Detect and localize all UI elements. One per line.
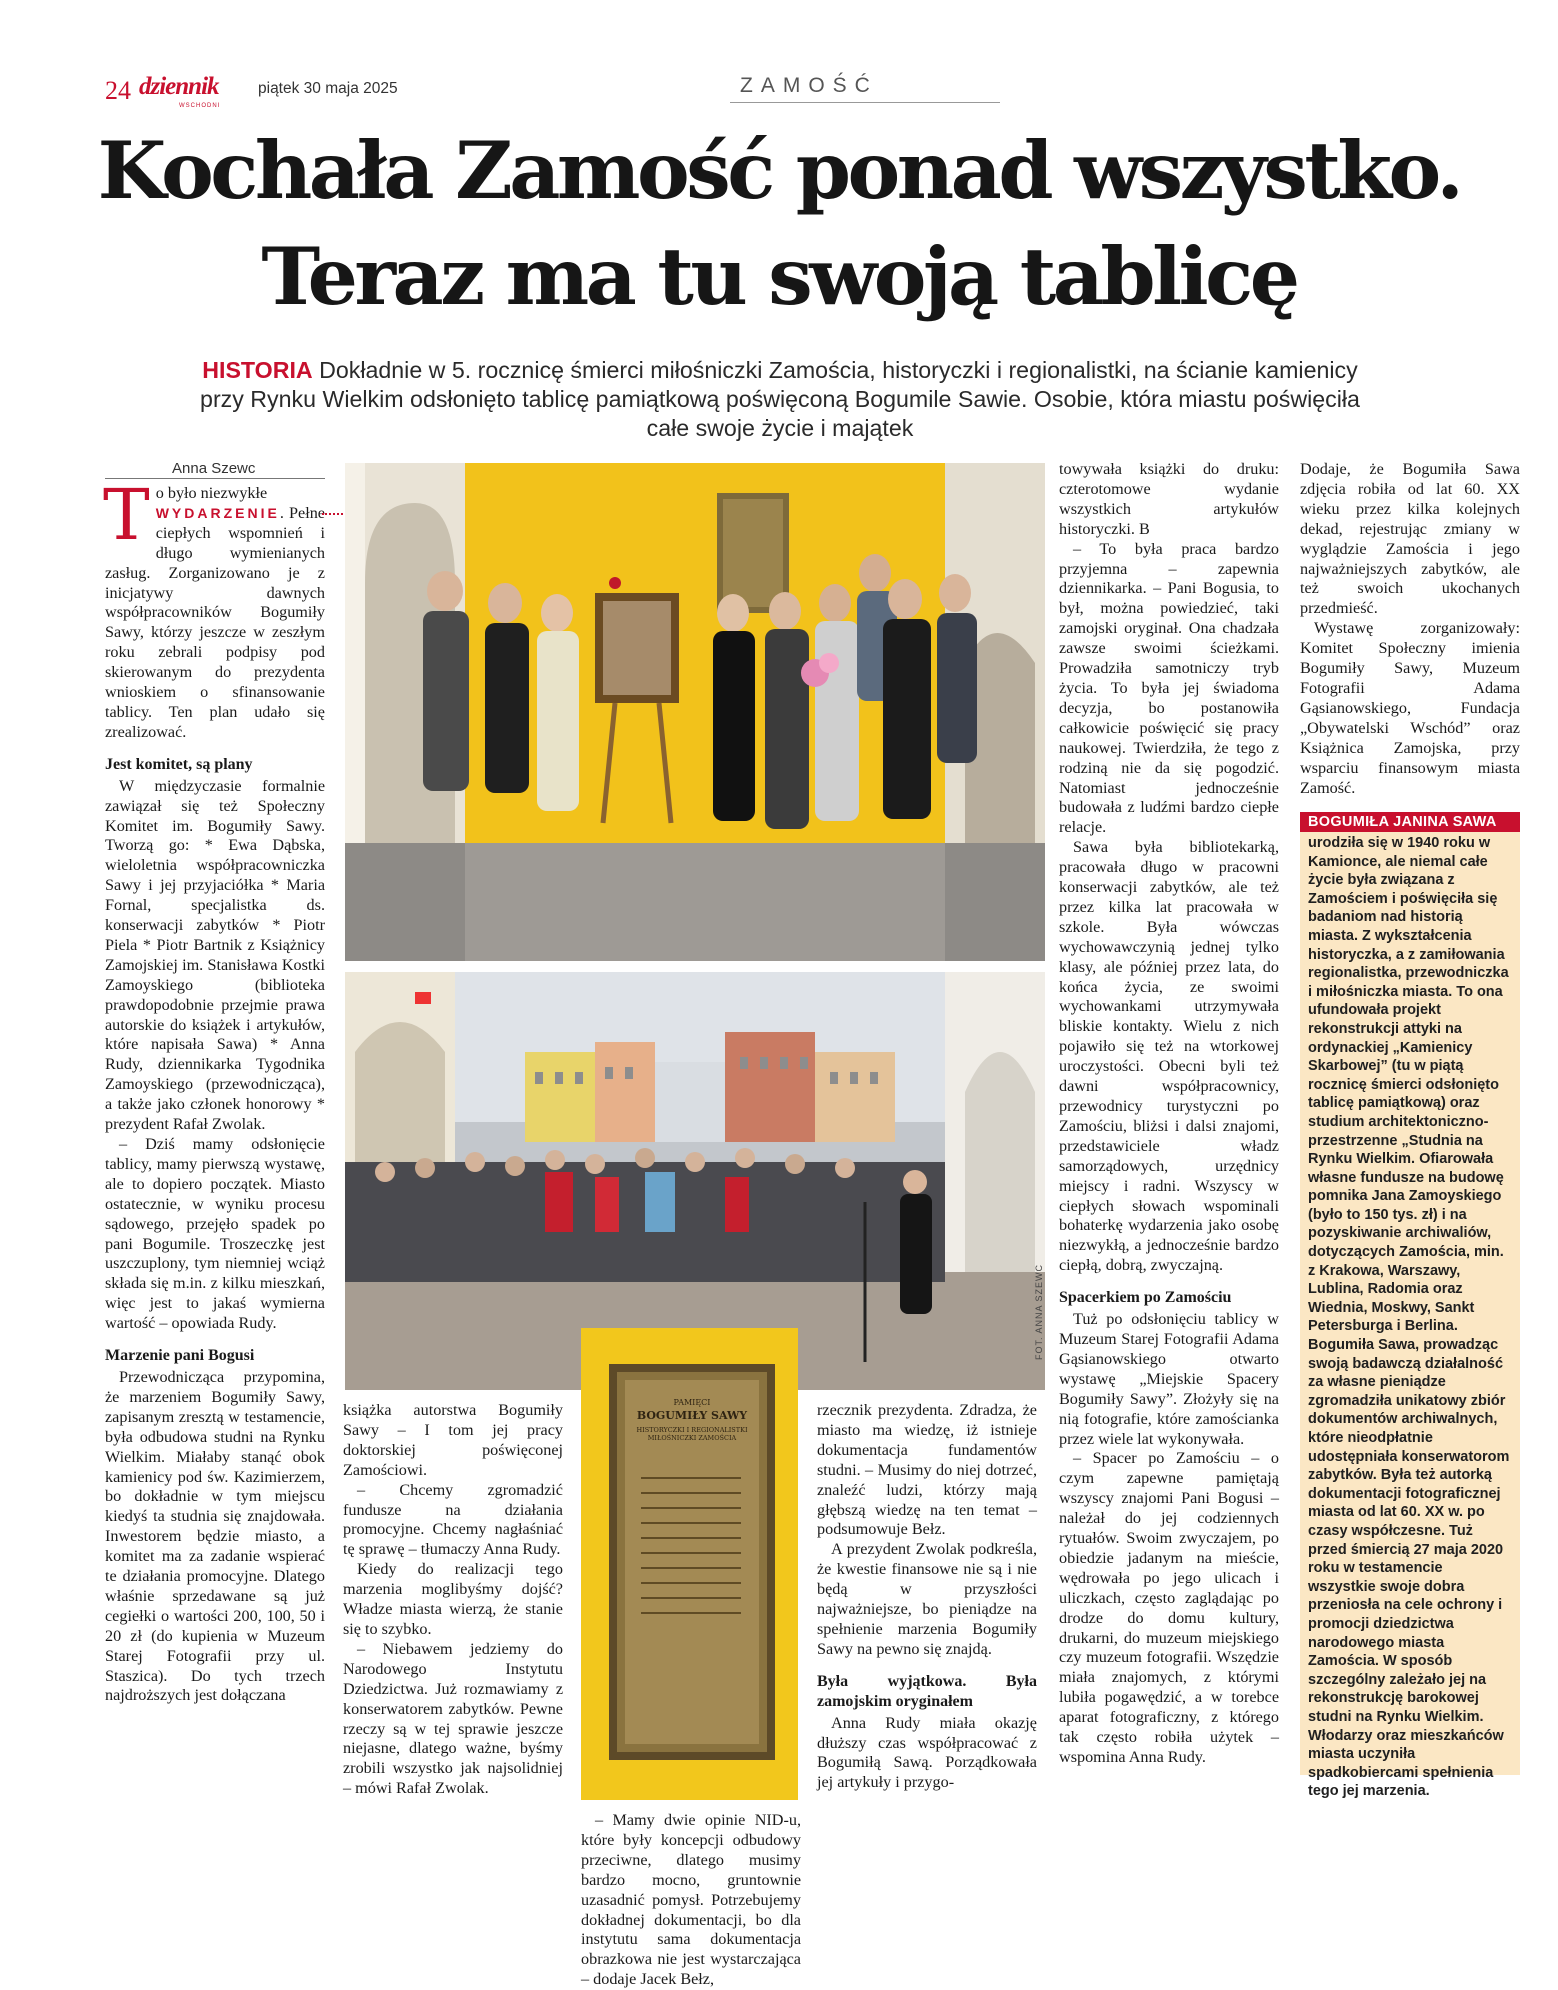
article-column-2: książka autorstwa Bogumiły Sawy – I tom jej pracy doktorskiej poświęconej Zamościowi. – Chcemy zgromadzić fundusze na działania promocyjne. Chcemy nagłaśniać tę sprawę – tłumaczy Anna Rudy. Kiedy do realizacji tego marzenia moglibyśmy dojść? Władze miasta wierzą, że stanie się to szybko. – Niebawem jedziemy do Narodowego Instytutu Dziedzictwa. Już rozmawiamy z konserwatorem zabytków. Pewne rzeczy są w tej sprawie jeszcze niejasne, dlatego ważne, byśmy zrobili wszystko jak najsolidniej – mówi Rafał Zwolak. bbox=[343, 1401, 563, 1798]
header-rule bbox=[730, 102, 1000, 103]
section-name: ZAMOŚĆ bbox=[740, 74, 878, 97]
page-header bbox=[105, 73, 1525, 109]
photo-plaque bbox=[581, 1328, 798, 1800]
article-column-5: towywała książki do druku: czterotomowe wydanie wszystkich artykułów historyczki. B – To była praca bardzo przyjemna – zapewnia dziennikarka. – Pani Bogusia, to był, można powiedzieć, taki zamojski oryginał. Ona chadzała zawsze swoimi ścieżkami. Prowadziła samotniczy tryb życia. To była jej świadoma decyzja, bo postanowiła całkowicie poświęcić się pracy naukowej. Twierdziła, że tego z rodziną nie da się pogodzić. Natomiast jednocześnie budowała z ludźmi bardzo ciepłe relacje. Sawa była bibliotekarką, pracowała długo w pracowni konserwacji zabytków, ale też przez kilka lat pracowała w szkole. Była wówczas wychowawczynią jednej tylko klasy, ale później przez lata, do końca życia, ze swoimi wychowankami utrzymywała bliskie kontakty. Wielu z nich pojawiło się też na wtorkowej uroczystości. Obecni byli też dawni współpracownicy, przewodnicy turystyczni po Zamościu, bliżsi i dalsi znajomi, przedstawiciele władz samorządowych, urzędnicy miejscy i radni. Wszyscy w ciepłych słowach wspominali bohaterkę wydarzenia jako osobę niezwykłą, a jednocześnie bardzo ciepłą, dobrą, zwyczajną. Spacerkiem po Zamościu Tuż po odsłonięciu tablicy w Muzeum Starej Fotografii Adama Gąsianowskiego otwarto wystawę „Miejskie Spacery Bogumiły Sawy”. Złożyły się na nią fotografie, które zamościanka przez wiele lat wykonywała. – Spacer po Zamościu – o czym zapewne pamiętają wszyscy znajomi Pani Bogusi – należał do jej codziennych rytuałów. Swoim zwyczajem, po obiedzie jadanym na mieście, wędrowała po jego ulicach i uliczkach, często zaglądając po drodze do domu kultury, drukarni, do muzeum miejskiego czy muzeum fotografii. Wszędzie miała znajomych, z którymi lubiła pogawędzić, a w torebce aparat fotograficzny, z którego tak często robiła użytek – wspomina Anna Rudy. bbox=[1059, 460, 1279, 1766]
article-column-1: To było niezwykłe WYDARZENIE. Pełne ciepłych wspomnień i długo wymienianych zasług. Zorganizowano je z inicjatywy dawnych współpracowników Bogumiły Sawy, którzy jeszcze w zeszłym roku zebrali podpisy pod skierowanym do prezydenta wnioskiem o sfinansowanie tablicy. Ten plan udało się zrealizować. Jest komitet, są plany W międzyczasie formalnie zawiązał się też Społeczny Komitet im. Bogumiły Sawy. Tworzą go: * Ewa Dąbska, wieloletnia współpracowniczka Sawy i jej przyjaciółka * Maria Fornal, specjalistka ds. konserwacji zabytków * Piotr Piela * Piotr Bartnik z Książnicy Zamojskiej im. Stanisława Kostki Zamoyskiego (biblioteka prawdopodobnie przejmie prawa autorskie do książek i artykułów, które napisała Sawa) * Anna Rudy, dziennikarka Tygodnika Zamoyskiego (przewodnicząca), a także jako członek honorowy * prezydent Rafał Zwolak. – Dziś mamy odsłonięcie tablicy, mamy pierwszą wystawę, ale to dopiero początek. Miasto ostatecznie, w wyniku procesu sądowego, przejęło spadek po pani Bogumile. Troszeczkę jest uszczuplony, tym niemniej wciąż składa się m.in. z kilku mieszkań, więc jest to jakaś wymierna wartość – opowiada Rudy. Marzenie pani Bogusi Przewodnicząca przypomina, że marzeniem Bogumiły Sawy, zapisanym zresztą w testamencie, była odbudowa studni na Rynku Wielkim. Miałaby stanąć obok kamienicy pod św. Kazimierzem, bo dokładnie w tym miejscu kiedyś ta studnia się znajdowała. Inwestorem będzie miasto, a komitet ma za zadanie wspierać te działania promocyjne. Dlatego właśnie sprzedawane są już cegiełki o wartości 200, 100, 50 i 20 zł (do kupienia w Muzeum Starej Fotografii przy ul. Staszica). Do tych trzech najdroższych jest dołączana bbox=[103, 474, 325, 1705]
subheading: Spacerkiem po Zamościu bbox=[1059, 1289, 1232, 1307]
photo-ceremony-group-image bbox=[345, 463, 1045, 961]
lead-kicker: HISTORIA bbox=[202, 357, 313, 383]
subheading: Jest komitet, są plany bbox=[105, 755, 253, 773]
issue-date: piątek 30 maja 2025 bbox=[258, 80, 398, 97]
article-column-3: – Mamy dwie opinie NID-u, które były koncepcji odbudowy przeciwne, dlatego musimy bardzo mocno, gruntownie uzasadnić pomysł. Potrzebujemy dokładnej dokumentacji, bo dla instytutu sama dokumentacja obrazkowa nie jest wystarczająca – dodaje Jacek Bełz, bbox=[581, 1811, 801, 1989]
subheading: Marzenie pani Bogusi bbox=[105, 1347, 255, 1365]
article-column-4: rzecznik prezydenta. Zdradza, że miasto ma wiedzę, iż istnieje dokumentacja fundamentów studni. – Musimy do niej dotrzeć, znaleźć ludzi, którzy mają głębszą wiedzę na ten temat – podsumowuje Bełz. A prezydent Zwolak podkreśla, że kwestie finansowe nie są i nie będą w przyszłości najważniejsze, bo pieniądze na spełnienie marzenia Bogumiły Sawy na pewno się znajdą. Była wyjątkowa. Była zamojskim oryginałem Anna Rudy miała okazję dłuższy czas współpracować z Bogumiłą Sawą. Porządkowała jej artykuły i przygo- bbox=[817, 1401, 1037, 1792]
photo-credit: FOT. ANNA SZEWC bbox=[1034, 1263, 1044, 1360]
page-number: 24 bbox=[105, 76, 131, 105]
lead-paragraph bbox=[180, 356, 1380, 443]
plaque-inscription: PAMIĘCI BOGUMIŁY SAWY HISTORYCZKI I REGIONALISTKI MIŁOŚNICZKI ZAMOŚCIA bbox=[636, 1398, 748, 1442]
bio-sidebar-text: urodziła się w 1940 roku w Kamionce, ale niemal całe życie była związana z Zamościem i poświęciła się badaniom nad historią miasta. Z wykształcenia historyczka, a z zamiłowania regionalistka, przewodniczka i miłośniczka miasta. To ona ufundowała projekt rekonstrukcji attyki na ordynackiej „Kamienicy Skarbowej” (tu w piątą rocznicę śmierci odsłonięto tablicę pamiątkową) oraz studium architektoniczno-przestrzenne „Studnia na Rynku Wielkim. Ofiarowała własne fundusze na budowę pomnika Jana Zamoyskiego (było to 150 tys. zł) i na pozyskiwanie archiwaliów, dotyczących Zamościa, min. z Krakowa, Warszawy, Lublina, Radomia oraz Wiednia, Moskwy, Sankt Petersburga i Berlina. Bogumiła Sawa, prowadząc swoją badawczą działalność za własne pieniądze zgromadziła unikatowy zbiór dokumentów archiwalnych, które nieodpłatnie udostępniała konserwatorom zabytków. Była też autorką dokumentacji fotograficznej miasta od lat 60. XX w. po czasy współczesne. Tuż przed śmiercią 27 maja 2020 roku w testamencie wszystkie swoje dobra przeniosła na cele ochrony i promocji dziedzictwa narodowego miasta Zamościa. W sposób szczególny zależało jej na rekonstrukcję barokowej studni na Rynku Wielkim. Włodarzy oraz mieszkańców miasta uczyniła spadkobiercami spełnienia tego jej marzenia. bbox=[1308, 835, 1510, 1800]
brand-logo: dziennik WSCHODNI bbox=[139, 73, 221, 109]
byline: Anna Szewc bbox=[172, 460, 256, 477]
headline: Kochała Zamość ponad wszystko. Teraz ma tu swoją tablicę bbox=[97, 124, 1461, 323]
dropcap: T bbox=[103, 474, 150, 556]
photo-ceremony-group bbox=[345, 463, 1045, 961]
bio-sidebar-title: BOGUMIŁA JANINA SAWA bbox=[1300, 812, 1520, 832]
intro-paragraph: To było niezwykłe WYDARZENIE. Pełne ciepłych wspomnień i długo wymienianych zasług. Zorganizowano je z inicjatywy dawnych współpracowników Bogumiły Sawy, którzy jeszcze w zeszłym roku zebrali podpisy pod skierowanym do prezydenta wnioskiem o sfinansowanie tablicy. Ten plan udało się zrealizować. bbox=[103, 474, 325, 741]
bio-sidebar bbox=[1300, 812, 1520, 1800]
lead-text: Dokładnie w 5. rocznicę śmierci miłośniczki Zamościa, historyczki i regionalistki, na ścianie kamienicy przy Rynku Wielkim odsłonięto tablicę pamiątkową poświęconą Bogumile Sawie. Osobie, która miastu poświęciła całe swoje życie i majątek bbox=[200, 357, 1360, 441]
article-column-6: Dodaje, że Bogumiła Sawa zdjęcia robiła od lat 60. XX wieku przez kilka kolejnych dekad, rejestrując zmiany w wyglądzie Zamościa i jego najważniejszych zabytków, ale też swoich ukochanych przedmieść. Wystawę zorganizowały: Komitet Społeczny imienia Bogumiły Sawy, Muzeum Fotografii Adama Gąsianowskiego, Fundacja „Obywatelski Wschód” oraz Książnica Zamojska, przy wsparciu finansowym miasta Zamość. bbox=[1300, 460, 1520, 797]
subheading: Była wyjątkowa. Była zamojskim oryginałem bbox=[817, 1672, 1037, 1710]
